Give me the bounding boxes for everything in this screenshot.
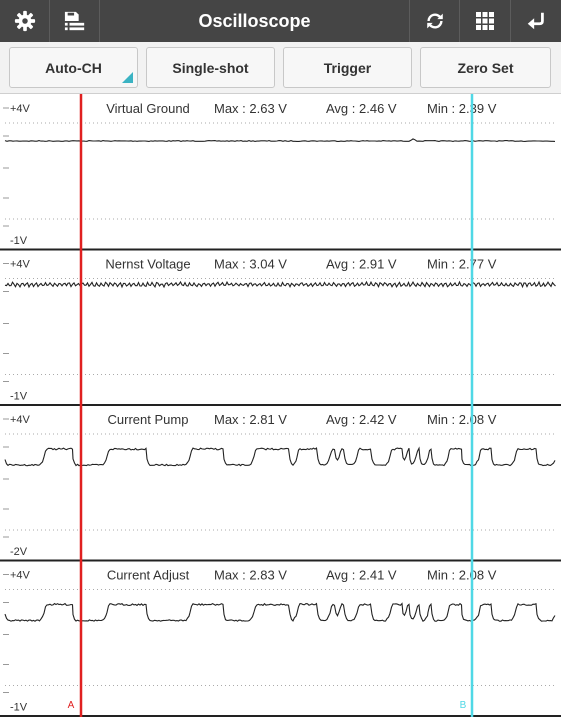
min-readout: Min : 2.08 V [427, 412, 497, 427]
min-readout: Min : 2.08 V [427, 567, 497, 583]
min-readout: Min : 2.77 V [427, 256, 497, 272]
avg-readout: Avg : 2.42 V [326, 412, 397, 427]
cursor-b-label: B [459, 700, 467, 711]
back-arrow-icon [525, 10, 547, 32]
auto-ch-label: Auto-CH [45, 59, 102, 76]
channel-name: Virtual Ground [106, 101, 190, 116]
avg-readout: Avg : 2.41 V [326, 567, 397, 583]
refresh-button[interactable] [409, 0, 460, 42]
scale-bottom-label: -1V [10, 235, 28, 247]
title-bar [0, 0, 561, 42]
dropdown-indicator-icon [122, 72, 133, 83]
scale-bottom-label: -2V [10, 546, 28, 558]
mode-toolbar [0, 42, 561, 94]
max-readout: Max : 3.04 V [214, 256, 287, 272]
zero-set-button[interactable] [420, 47, 551, 88]
auto-ch-dropdown[interactable] [9, 47, 138, 88]
max-readout: Max : 2.63 V [214, 101, 287, 116]
grid-button[interactable] [460, 0, 511, 42]
trigger-label: Trigger [323, 59, 372, 76]
single-shot-button[interactable] [146, 47, 275, 88]
back-button[interactable] [511, 0, 561, 42]
scale-top-label: +4V [10, 569, 30, 582]
avg-readout: Avg : 2.46 V [326, 101, 397, 116]
max-readout: Max : 2.83 V [214, 567, 287, 583]
save-button[interactable] [50, 0, 100, 42]
scale-top-label: +4V [10, 258, 30, 271]
scale-top-label: +4V [10, 414, 30, 426]
save-list-icon [63, 10, 87, 32]
app-title: Oscilloscope [198, 10, 311, 31]
min-readout: Min : 2.39 V [427, 101, 497, 116]
scale-bottom-label: -1V [10, 701, 28, 714]
scale-bottom-label: -1V [10, 390, 28, 403]
gear-icon [14, 10, 36, 32]
channel-name: Current Pump [107, 412, 189, 427]
oscilloscope-display[interactable] [0, 94, 561, 717]
grid-icon [475, 11, 495, 31]
avg-readout: Avg : 2.91 V [326, 256, 397, 272]
zero-set-label: Zero Set [457, 59, 514, 76]
single-shot-label: Single-shot [172, 59, 249, 76]
trigger-button[interactable] [283, 47, 412, 88]
scale-top-label: +4V [10, 103, 30, 115]
channel-name: Nernst Voltage [105, 256, 191, 272]
settings-button[interactable] [0, 0, 50, 42]
refresh-icon [424, 10, 446, 32]
channel-name: Current Adjust [106, 567, 190, 583]
max-readout: Max : 2.81 V [214, 412, 287, 427]
cursor-a-label: A [67, 700, 75, 711]
